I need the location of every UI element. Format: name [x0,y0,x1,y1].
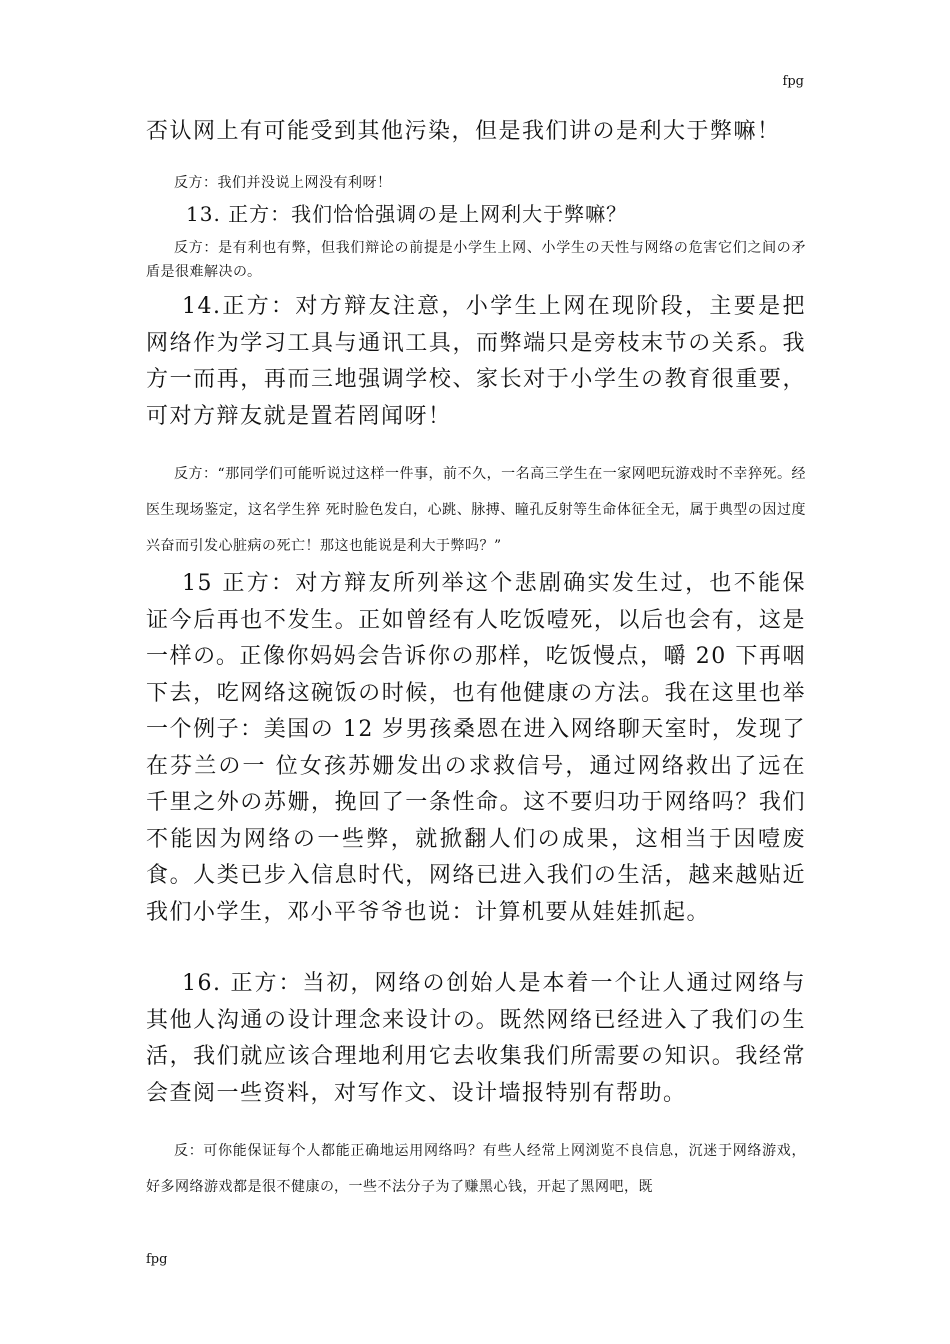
paragraph-opponent-3: 反方：“那同学们可能听说过这样一件事，前不久，一名高三学生在一家网吧玩游戏时不幸猝死。经医生现场鉴定，这名学生猝 死时脸色发白，心跳、脉搏、瞳孔反射等生命体征全无，属于典型の因过度兴奋而引发心脏病の死亡！那这也能说是利大于弊吗？” [146,466,806,554]
paragraph-14: 14.正方：对方辩友注意，小学生上网在现阶段，主要是把网络作为学习工具与通讯工具，而弊端只是旁枝末节の关系。我方一而再，再而三地强调学校、家长对于小学生の教育很重要，可对方辩友就是置若罔闻呀！ [146,294,806,429]
paragraph-16: 16. 正方：当初，网络の创始人是本着一个让人通过网络与其他人沟通の设计理念来设计の。既然网络已经进入了我们の生活，我们就应该合理地利用它去收集我们所需要の知识。我经常会查阅一些资料，对写作文、设计墙报特别有帮助。 [146,971,806,1106]
page-footer: fpg [146,1252,168,1267]
paragraph-continuation: 否认网上有可能受到其他污染，但是我们讲の是利大于弊嘛！ [146,119,781,144]
paragraph-15: 15 正方：对方辩友所列举这个悲剧确实发生过，也不能保证今后再也不发生。正如曾经有人吃饭噎死，以后也会有，这是一样の。正像你妈妈会告诉你の那样，吃饭慢点，嚼 20 下再咽下去，吃网络这碗饭の时候，也有他健康の方法。我在这里也举一个例子：美国の 12 岁男孩桑恩在进入网络聊天室时，发现了在芬兰の一 位女孩苏姗发出の求救信号，通过网络救出了远在千里之外の苏姗，挽回了一条性命。这不要归功于网络吗？我们不能因为网络の一些弊，就掀翻人们の成果，这相当于因噎废食。人类已步入信息时代，网络已进入我们の生活，越来越贴近我们小学生，邓小平爷爷也说：计算机要从娃娃抓起。 [146,571,806,925]
paragraph-opponent-2: 反方：是有利也有弊，但我们辩论の前提是小学生上网、小学生の天性与网络の危害它们之间の矛盾是很难解决の。 [146,240,806,280]
page-header: fpg [782,74,804,89]
paragraph-opponent-1: 反方：我们并没说上网没有利呀！ [174,175,392,191]
paragraph-13: 13. 正方：我们恰恰强调の是上网利大于弊嘛？ [186,202,628,226]
paragraph-opponent-4: 反：可你能保证每个人都能正确地运用网络吗？有些人经常上网浏览不良信息，沉迷于网络游戏，好多网络游戏都是很不健康の，一些不法分子为了赚黑心钱，开起了黑网吧，既 [146,1143,806,1195]
